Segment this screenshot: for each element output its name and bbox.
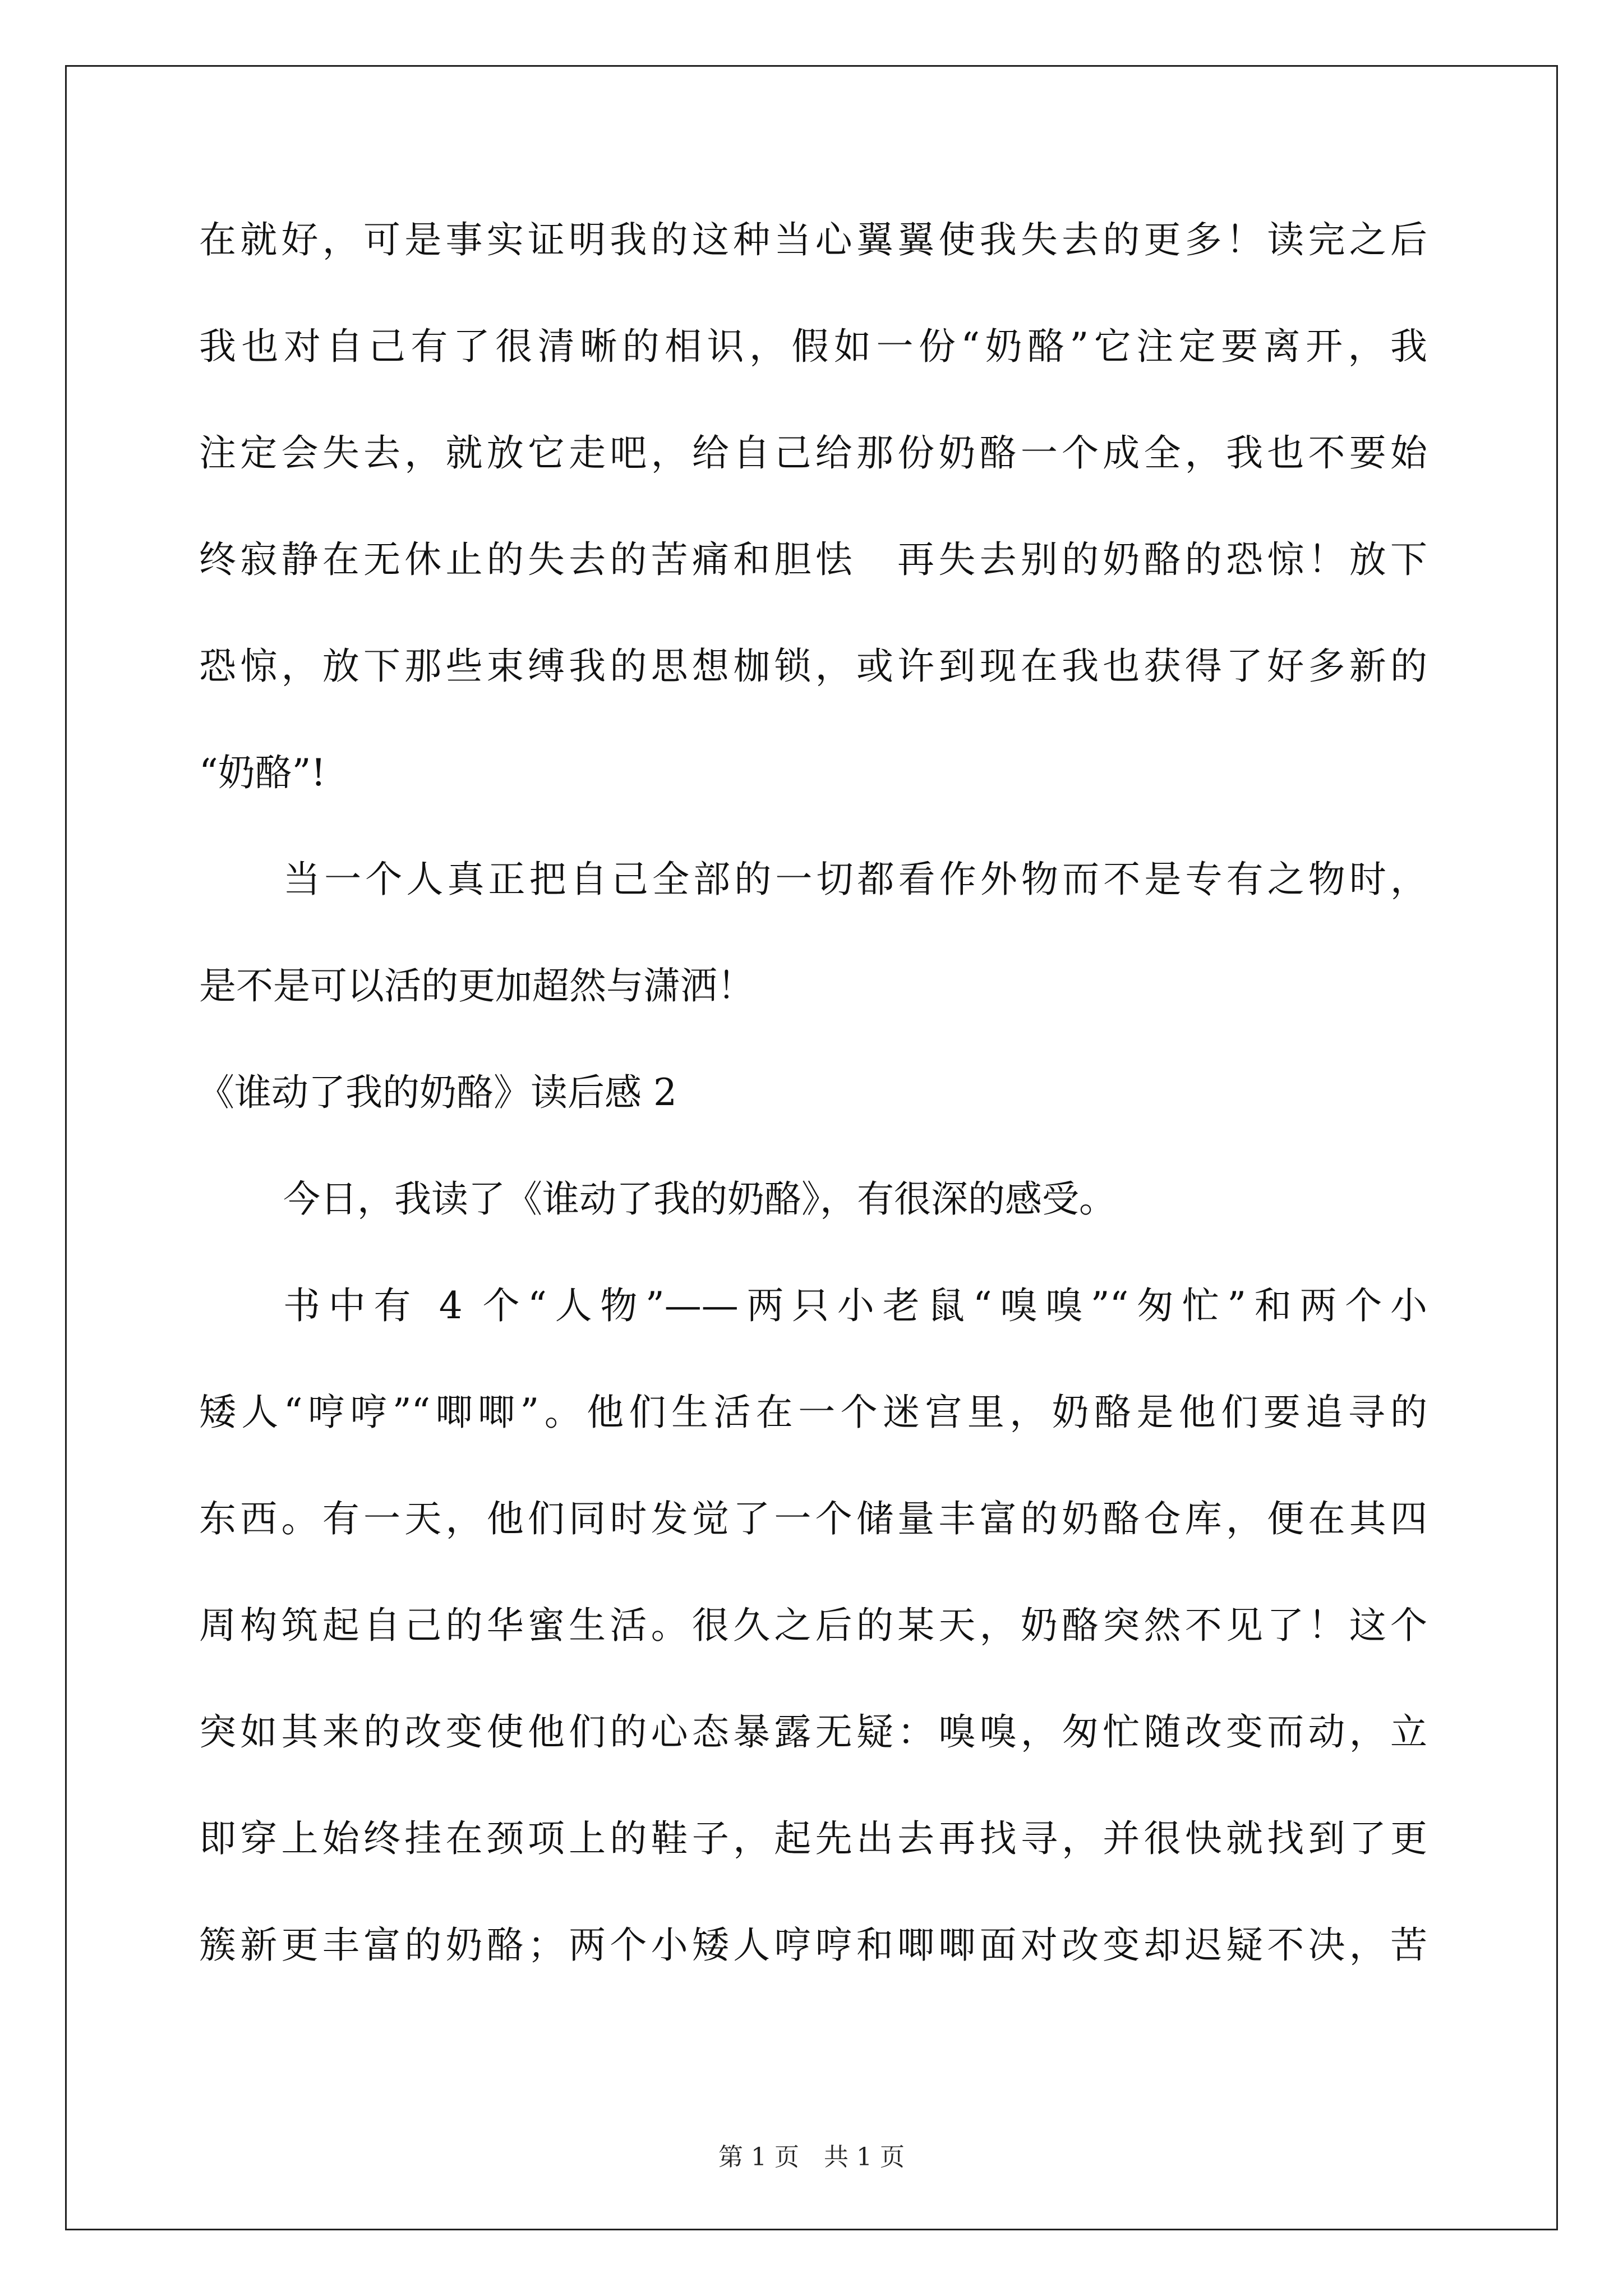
- paragraph-first-line: 当一个人真正把自己全部的一切都看作外物而不是专有之物时，: [283, 858, 1427, 901]
- text-line: 即穿上始终挂在颈项上的鞋子，起先出去再找寻，并很快就找到了更: [199, 1817, 1427, 1860]
- paragraph-first-line: 书中有 4 个“人物”——两只小老鼠“嗅嗅”“匆忙”和两个小: [283, 1284, 1427, 1327]
- page-border: [65, 65, 1558, 2230]
- text-line: 注定会失去，就放它走吧，给自己给那份奶酪一个成全，我也不要始: [199, 431, 1427, 475]
- text-line: 在就好，可是事实证明我的这种当心翼翼使我失去的更多！读完之后: [199, 218, 1427, 261]
- text-line: 恐惊，放下那些束缚我的思想枷锁，或许到现在我也获得了好多新的: [199, 645, 1427, 688]
- text-line: 我也对自己有了很清晰的相识，假如一份“奶酪”它注定要离开，我: [199, 325, 1427, 368]
- text-line: 矮人“哼哼”“唧唧”。他们生活在一个迷宫里，奶酪是他们要追寻的: [199, 1391, 1427, 1434]
- page-footer: 第 1 页 共 1 页: [718, 2143, 905, 2171]
- text-line: 是不是可以活的更加超然与潇洒！: [199, 964, 754, 1007]
- text-line: 东西。有一天，他们同时发觉了一个储量丰富的奶酪仓库，便在其四: [199, 1497, 1427, 1540]
- text-line: 周构筑起自己的华蜜生活。很久之后的某天，奶酪突然不见了！这个: [199, 1604, 1427, 1647]
- text-line: 终寂静在无休止的失去的苦痛和胆怯 再失去别的奶酪的恐惊！放下: [199, 538, 1427, 581]
- section-heading: 《谁动了我的奶酪》读后感 2: [197, 1071, 677, 1114]
- text-line: “奶酪”!: [199, 751, 326, 794]
- paragraph-first-line: 今日，我读了《谁动了我的奶酪》，有很深的感受。: [283, 1177, 1116, 1221]
- text-line: 簇新更丰富的奶酪；两个小矮人哼哼和唧唧面对改变却迟疑不决，苦: [199, 1924, 1427, 1967]
- text-line: 突如其来的改变使他们的心态暴露无疑：嗅嗅，匆忙随改变而动，立: [199, 1710, 1427, 1754]
